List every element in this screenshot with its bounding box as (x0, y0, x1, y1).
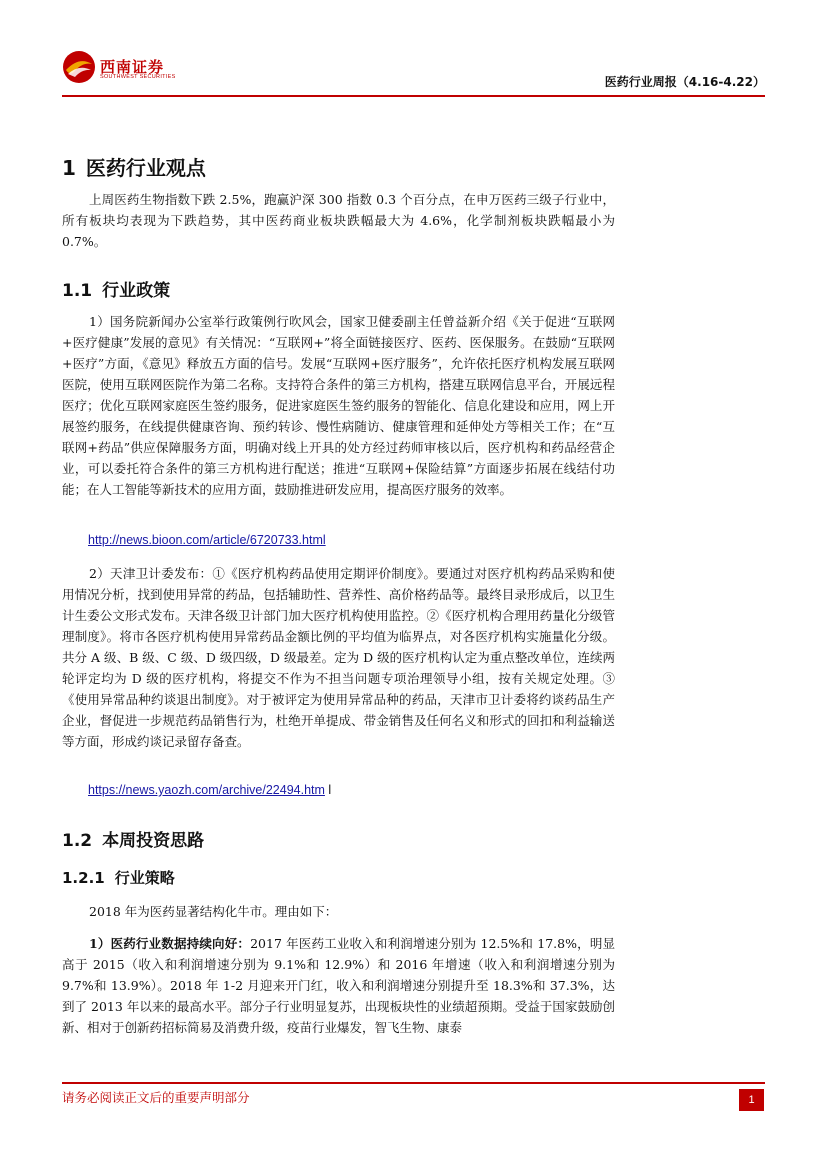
policy-link-2[interactable]: https://news.yaozh.com/archive/22494.htm (88, 783, 325, 797)
section-title: 本周投资思路 (102, 831, 205, 851)
header-divider (62, 95, 765, 97)
logo-mark-icon (62, 50, 96, 84)
section-title: 医药行业观点 (85, 156, 206, 180)
report-header-title: 医药行业周报（4.16-4.22） (604, 75, 765, 89)
section-1-intro: 上周医药生物指数下跌 2.5%，跑赢沪深 300 指数 0.3 个百分点，在申万医药三级子行业中，所有板块均表现为下跌趋势，其中医药商业板块跌幅最大为 4.6%，化学制剂板块跌幅最小为 0.7%。 (62, 192, 615, 249)
section-1-1-heading (62, 276, 170, 301)
section-number: 1.2 (62, 831, 93, 851)
policy-paragraph-1: 1）国务院新闻办公室举行政策例行吹风会，国家卫健委副主任曾益新介绍《关于促进“互联网+医疗健康”发展的意见》有关情况：“互联网+”将全面链接医疗、医药、医保服务。在鼓励“互联网+医疗”方面，《意见》释放五方面的信号。发展“互联网+医疗服务”，允许依托医疗机构发展互联网医院，使用互联网医院作为第二名称。支持符合条件的第三方机构，搭建互联网信息平台，开展远程医疗；优化互联网家庭医生签约服务，促进家庭医生签约服务的智能化、信息化建设和应用，网上开展签约服务，在线提供健康咨询、预约转诊、慢性病随访、健康管理和延伸处方等相关工作；在“互联网+药品”供应保障服务方面，明确对线上开具的处方经过药师审核以后，医疗机构和药品经营企业，可以委托符合条件的第三方机构进行配送；推进“互联网+保险结算”方面逐步拓展在线结付功能；在人工智能等新技术的应用方面，鼓励推进研发应用，提高医疗服务的效率。 (62, 314, 615, 497)
section-1-2-1-heading (62, 867, 175, 888)
section-1-heading (62, 152, 206, 181)
strategy-point-body: 2017 年医药工业收入和利润增速分别为 12.5%和 17.8%，明显高于 2015（收入和利润增速分别为 9.1%和 12.9%）和 2016 年增速（收入和利润增速分别为 9.7%和 13.9%）。2018 年 1-2 月迎来开门红，收入和利润增速分别提升至 18.3%和 37.3%，达到了 2013 年以来的最高水平。部分子行业明显复苏，出现板块性的业绩超预期。受益于国家鼓励创新、相对于创新药招标简易及消费升级，疫苗行业爆发，智飞生物、康泰 (62, 936, 616, 1035)
policy-link-1-line (88, 533, 326, 547)
logo-name-cn: 西南证券 (100, 58, 165, 76)
policy-link-2-line (88, 783, 331, 797)
footer-disclaimer: 请务必阅读正文后的重要声明部分 (62, 1090, 250, 1105)
section-title: 行业政策 (102, 281, 171, 301)
section-1-2-heading (62, 826, 204, 851)
footer-divider (62, 1082, 765, 1084)
policy-paragraph-2: 2）天津卫计委发布：①《医疗机构药品使用定期评价制度》。要通过对医疗机构药品采购和使用情况分析，找到使用异常的药品，包括辅助性、营养性、高价格药品等。最终目录形成后，以卫生计生委公文形式发布。天津各级卫计部门加大医疗机构使用监控。②《医疗机构合理用药量化分级管理制度》。将市各医疗机构使用异常药品金额比例的平均值为临界点，对各医疗机构实施量化分级。共分 A 级、B 级、C 级、D 级四级，D 级最差。定为 D 级的医疗机构认定为重点整改单位，连续两轮评定均为 D 级的医疗机构，将提交不作为不担当问题专项治理领导小组，按有关规定处理。③《使用异常品种约谈退出制度》。对于被评定为使用异常品种的药品，天津市卫计委将约谈药品生产企业，督促进一步规范药品销售行为，杜绝开单提成、带金销售及任何名义和形式的回扣和利益输送等方面，形成约谈记录留存备查。 (62, 566, 615, 749)
strategy-paragraph-1: 2018 年为医药显著结构化牛市。理由如下： (89, 904, 338, 919)
strategy-paragraph-2 (62, 933, 615, 1038)
company-logo (62, 50, 182, 84)
logo-name-en: SOUTHWEST SECURITIES (100, 74, 176, 80)
section-number: 1.2.1 (62, 869, 105, 887)
page-number-badge: 1 (739, 1089, 764, 1111)
policy-link-1[interactable]: http://news.bioon.com/article/6720733.html (88, 533, 326, 547)
section-number: 1 (62, 156, 76, 180)
section-number: 1.1 (62, 281, 93, 301)
link-suffix: l (324, 783, 332, 797)
strategy-point-lead: 1）医药行业数据持续向好： (89, 936, 251, 951)
section-title: 行业策略 (114, 869, 175, 887)
